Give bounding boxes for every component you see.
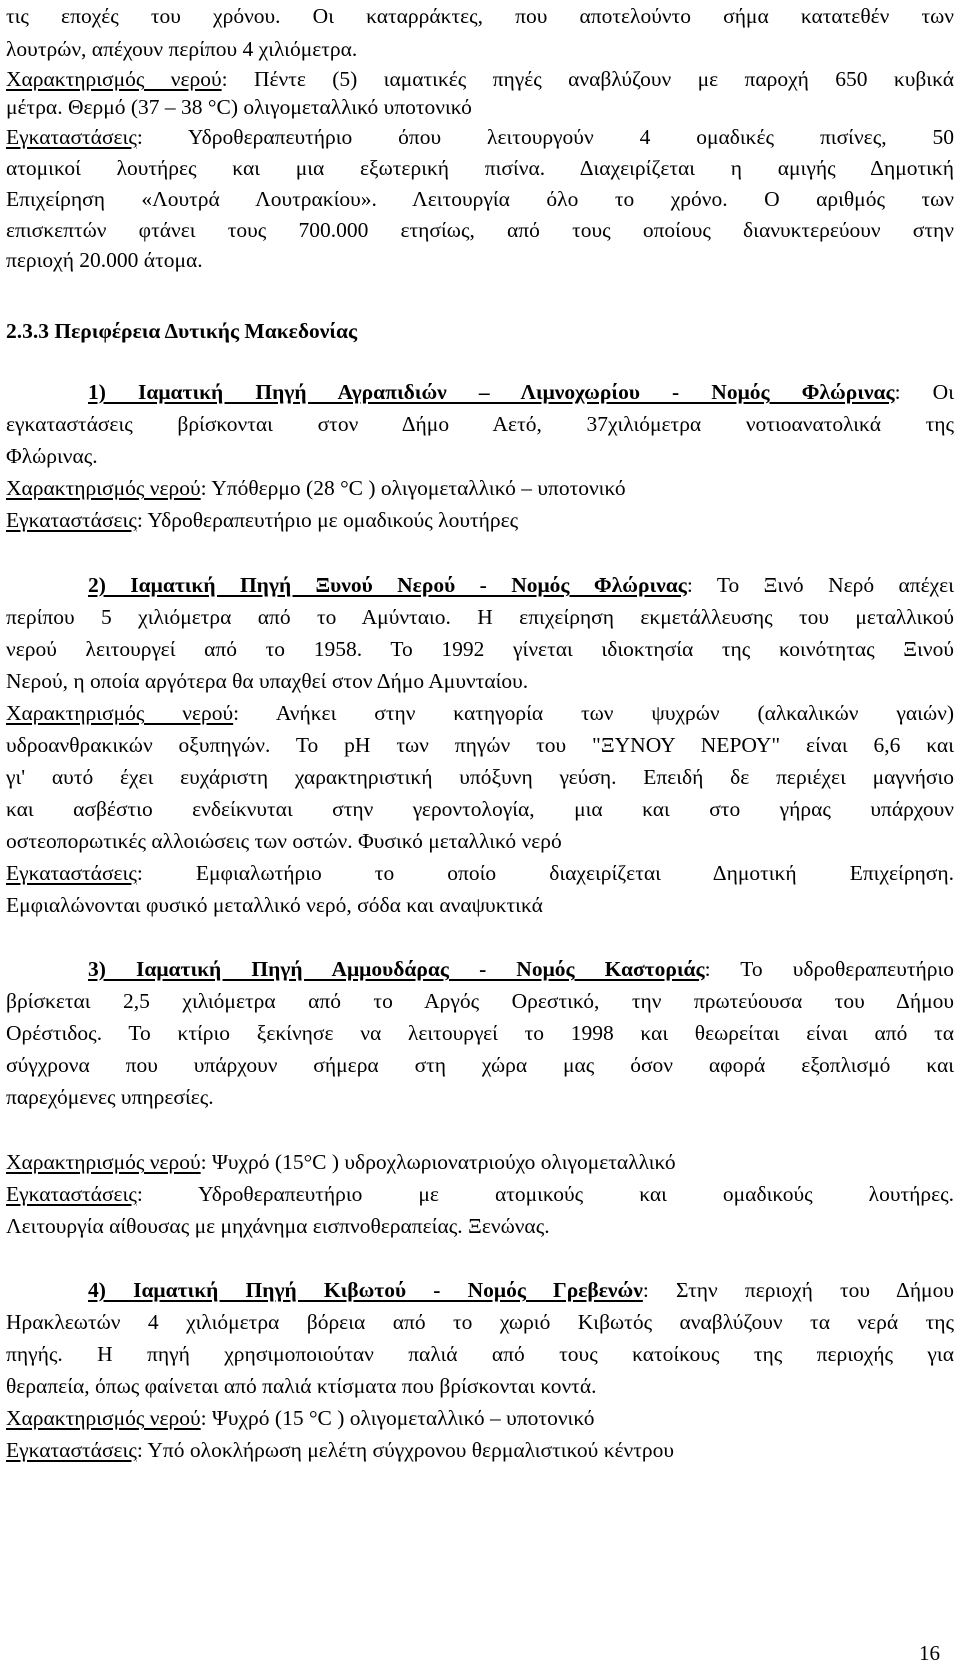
text-line: περιοχή 20.000 άτομα.	[6, 248, 203, 272]
spring-entry-2-title: 2) Ιαματική Πηγή Ξυνού Νερού - Νομός Φλώρινας: Το Ξινό Νερό απέχει	[88, 573, 954, 597]
water-characterization-label: Χαρακτηρισμός νερού	[6, 701, 234, 725]
water-characterization-label: Χαρακτηρισμός νερού	[6, 1150, 201, 1174]
text-line: εγκαταστάσεις βρίσκονται στον Δήμο Αετό, 37χιλιόμετρα νοτιοανατολικά της	[6, 412, 954, 436]
spring-entry-1-title: 1) Ιαματική Πηγή Αγραπιδιών – Λιμνοχωρίου - Νομός Φλώρινας: Οι	[88, 380, 954, 404]
text-line: Εγκαταστάσεις: Υπό ολοκλήρωση μελέτη σύγχρονου θερμαλιστικού κέντρου	[6, 1438, 675, 1462]
text-line: λουτρών, απέχουν περίπου 4 χιλιόμετρα.	[6, 37, 358, 61]
text-line: πηγής. Η πηγή χρησιμοποιούταν παλιά από τους κατοίκους της περιοχής για	[6, 1342, 954, 1366]
water-characterization-label: Χαρακτηρισμός νερού	[6, 67, 222, 91]
text-line: νερού λειτουργεί από το 1958. Το 1992 γίνεται ιδιοκτησία της κοινότητας Ξινού	[6, 637, 954, 661]
facilities-label: Εγκαταστάσεις	[6, 1182, 137, 1206]
text-line: Χαρακτηρισμός νερού: Υπόθερμο (28 °C ) ολιγομεταλλικό – υποτονικό	[6, 476, 626, 500]
page-number: 16	[919, 1641, 940, 1665]
text-line: σύγχρονα που υπάρχουν σήμερα στη χώρα μας όσον αφορά εξοπλισμό και	[6, 1053, 954, 1077]
facilities-label: Εγκαταστάσεις	[6, 861, 137, 885]
text-line: βρίσκεται 2,5 χιλιόμετρα από το Αργός Ορεστικό, την πρωτεύουσα του Δήμου	[6, 989, 954, 1013]
facilities-label: Εγκαταστάσεις	[6, 125, 137, 149]
text-line: τις εποχές του χρόνου. Οι καταρράκτες, που αποτελούντο σήμα κατατεθέν των	[6, 4, 954, 28]
text-line: μέτρα. Θερμό (37 – 38 °C) ολιγομεταλλικό υποτονικό	[6, 95, 472, 119]
text-line: γι' αυτό έχει ευχάριστη χαρακτηριστική υπόξυνη γεύση. Επειδή δε περιέχει μαγνήσιο	[6, 765, 954, 789]
text-line: Χαρακτηρισμός νερού: Ψυχρό (15 °C ) ολιγομεταλλικό – υποτονικό	[6, 1406, 595, 1430]
text-line: θεραπεία, όπως φαίνεται από παλιά κτίσματα που βρίσκονται κοντά.	[6, 1374, 597, 1398]
section-heading: 2.3.3 Περιφέρεια Δυτικής Μακεδονίας	[6, 319, 358, 343]
text-line: Ηρακλεωτών 4 χιλιόμετρα βόρεια από το χωριό Κιβωτός αναβλύζουν τα νερά της	[6, 1310, 954, 1334]
spring-entry-3-title: 3) Ιαματική Πηγή Αμμουδάρας - Νομός Καστοριάς: Το υδροθεραπευτήριο	[88, 957, 954, 981]
text-line: Εγκαταστάσεις: Υδροθεραπευτήριο με ατομικούς και ομαδικούς λουτήρες.	[6, 1182, 954, 1206]
facilities-label: Εγκαταστάσεις	[6, 508, 137, 532]
facilities-label: Εγκαταστάσεις	[6, 1438, 137, 1462]
text-line: υδροανθρακικών οξυπηγών. Το pH των πηγών του "ΞΥΝΟΥ ΝΕΡΟΥ" είναι 6,6 και	[6, 733, 954, 757]
text-line: Λειτουργία αίθουσας με μηχάνημα εισπνοθεραπείας. Ξενώνας.	[6, 1214, 550, 1238]
text-line: Χαρακτηρισμός νερού: Ψυχρό (15°C ) υδροχλωριονατριούχο ολιγομεταλλικό	[6, 1150, 676, 1174]
text-line: Εγκαταστάσεις: Υδροθεραπευτήριο όπου λειτουργούν 4 ομαδικές πισίνες, 50	[6, 125, 954, 149]
text-line: Ορέστιδος. Το κτίριο ξεκίνησε να λειτουργεί το 1998 και θεωρείται είναι από τα	[6, 1021, 954, 1045]
text-line: παρεχόμενες υπηρεσίες.	[6, 1085, 214, 1109]
text-line: Εγκαταστάσεις: Υδροθεραπευτήριο με ομαδικούς λουτήρες	[6, 508, 519, 532]
water-characterization-label: Χαρακτηρισμός νερού	[6, 476, 201, 500]
text-line: επισκεπτών φτάνει τους 700.000 ετησίως, από τους οποίους διανυκτερεύουν στην	[6, 218, 954, 242]
text-line: ατομικοί λουτήρες και μια εξωτερική πισίνα. Διαχειρίζεται η αμιγής Δημοτική	[6, 156, 954, 180]
text-line: και ασβέστιο ενδείκνυται στην γεροντολογία, μια και στο γήρας υπάρχουν	[6, 797, 954, 821]
text-line: Εμφιαλώνονται φυσικό μεταλλικό νερό, σόδα και αναψυκτικά	[6, 893, 543, 917]
water-characterization-label: Χαρακτηρισμός νερού	[6, 1406, 201, 1430]
text-line: περίπου 5 χιλιόμετρα από το Αμύνταιο. Η επιχείρηση εκμετάλλευσης του μεταλλικού	[6, 605, 954, 629]
text-line: Χαρακτηρισμός νερού: Πέντε (5) ιαματικές πηγές αναβλύζουν με παροχή 650 κυβικά	[6, 67, 954, 91]
text-line: Επιχείρηση «Λουτρά Λουτρακίου». Λειτουργία όλο το χρόνο. Ο αριθμός των	[6, 187, 954, 211]
text-line: Φλώρινας.	[6, 444, 98, 468]
text-line: οστεοπορωτικές αλλοιώσεις των οστών. Φυσικό μεταλλικό νερό	[6, 829, 562, 853]
spring-entry-4-title: 4) Ιαματική Πηγή Κιβωτού - Νομός Γρεβενών: Στην περιοχή του Δήμου	[88, 1278, 954, 1302]
text-line: Εγκαταστάσεις: Εμφιαλωτήριο το οποίο διαχειρίζεται Δημοτική Επιχείρηση.	[6, 861, 954, 885]
text-line: Χαρακτηρισμός νερού: Ανήκει στην κατηγορία των ψυχρών (αλκαλικών γαιών)	[6, 701, 954, 725]
text-line: Νερού, η οποία αργότερα θα υπαχθεί στον Δήμο Αμυνταίου.	[6, 669, 529, 693]
